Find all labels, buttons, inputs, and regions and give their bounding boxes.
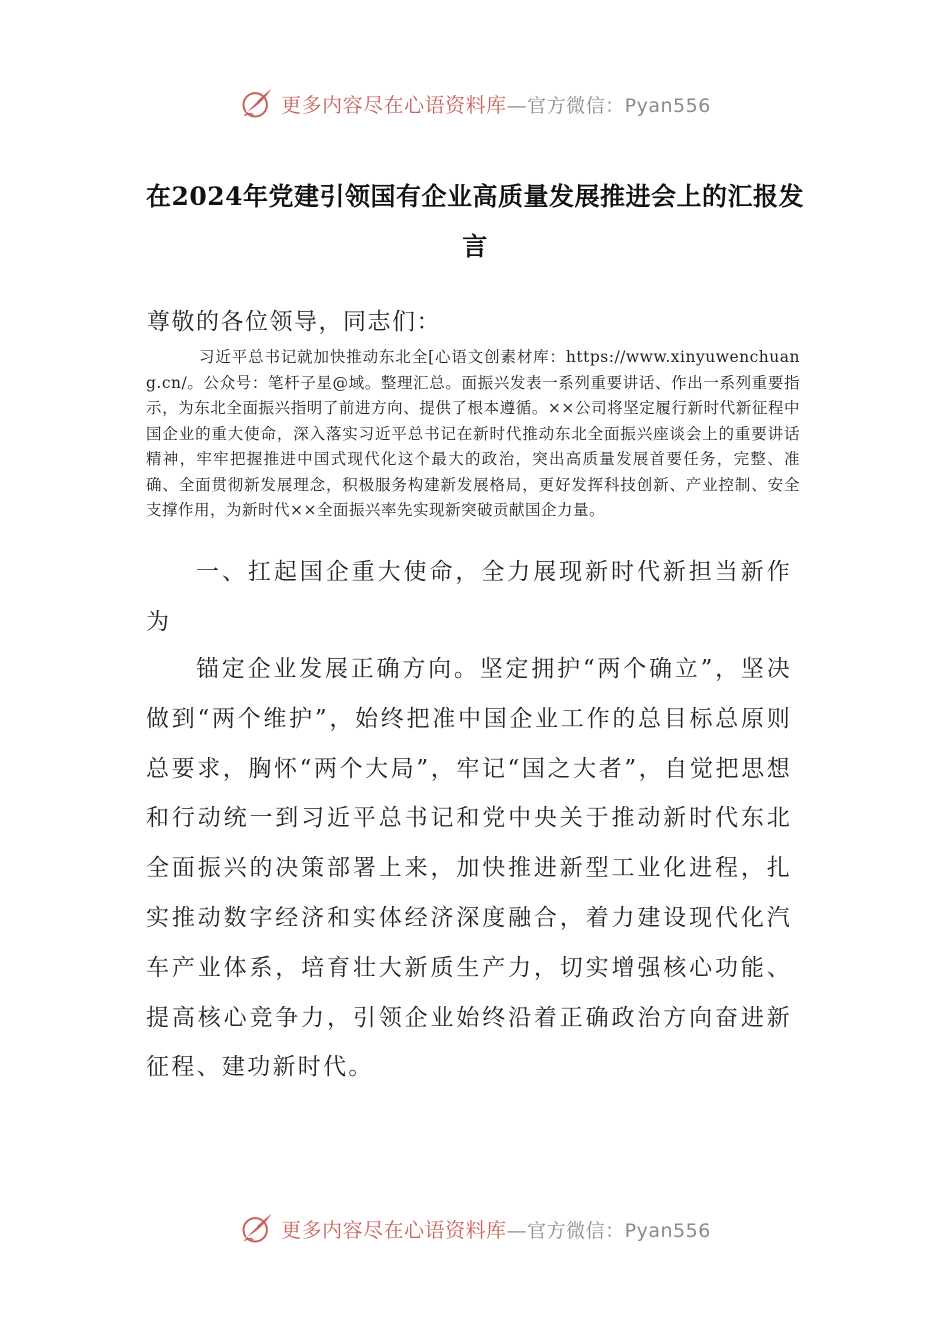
banner-separator: — — [506, 92, 528, 117]
banner-main-text: 更多内容尽在心语资料库 — [281, 1217, 507, 1242]
banner-text — [281, 89, 711, 118]
header-watermark-banner — [0, 83, 950, 123]
quill-logo-icon — [239, 85, 275, 121]
banner-label: 官方微信： — [527, 1219, 625, 1242]
banner-separator: — — [506, 1217, 528, 1242]
document-title: 在2024年党建引领国有企业高质量发展推进会上的汇报发言 — [145, 182, 805, 261]
intro-paragraph: 习近平总书记就加快推动东北全[心语文创素材库：https://www.xinyuwenchuang.cn/。公众号：笔杆子星@域。整理汇总。面振兴发表一系列重要讲话、作出一系列重要指示，为东北全面振兴指明了前进方向、提供了根本遵循。××公司将坚定履行新时代新征程中国企业的重大使命，深入落实习近平总书记在新时代推动东北全面振兴座谈会上的重要讲话精神，牢牢把握推进中国式现代化这个最大的政治，突出高质量发展首要任务，完整、准确、全面贯彻新发展理念，积极服务构建新发展格局，更好发挥科技创新、产业控制、安全支撑作用，为新时代××全面振兴率先实现新突破贡献国企力量。 — [146, 348, 800, 519]
banner-main-text: 更多内容尽在心语资料库 — [281, 92, 507, 117]
banner-text — [281, 1214, 711, 1243]
salutation: 尊敬的各位领导，同志们： — [147, 309, 441, 335]
footer-watermark-banner — [0, 1208, 950, 1248]
banner-wechat-id: Pyan556 — [624, 94, 711, 117]
quill-logo-icon — [239, 1210, 275, 1246]
section-heading: 一、扛起国企重大使命，全力展现新时代新担当新作为 — [146, 559, 792, 635]
banner-wechat-id: Pyan556 — [624, 1219, 711, 1242]
body-paragraph: 锚定企业发展正确方向。坚定拥护“两个确立”，坚决做到“两个维护”，始终把准中国企业工作的总目标总原则总要求，胸怀“两个大局”，牢记“国之大者”，自觉把思想和行动统一到习近平总书记和党中央关于推动新时代东北全面振兴的决策部署上来，加快推进新型工业化进程，扎实推动数字经济和实体经济深度融合，着力建设现代化汽车产业体系，培育壮大新质生产力，切实增强核心功能、提高核心竞争力，引领企业始终沿着正确政治方向奋进新征程、建功新时代。 — [146, 656, 792, 1081]
banner-label: 官方微信： — [527, 94, 625, 117]
